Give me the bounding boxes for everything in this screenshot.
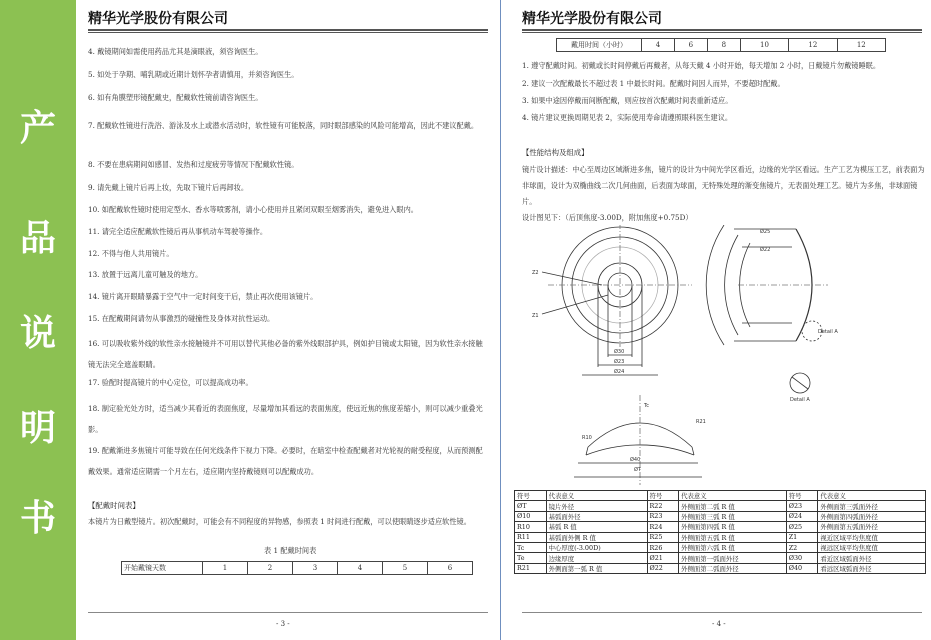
table-cell: 4 [338, 562, 383, 575]
table-cell: R22 [647, 501, 679, 511]
header-rule-thin [88, 32, 488, 33]
table-cell: 外侧面第二弧 R 值 [679, 501, 787, 511]
footer-rule [88, 612, 488, 613]
label-z1: Z1 [532, 313, 539, 319]
table-row [515, 501, 926, 511]
table-header: 代表意义 [546, 491, 647, 501]
section-text: 本镜片为日戴型镜片。初次配戴时，可能会有不同程度的异物感，参照表 1 时间进行配戴，可以使眼睛逐步适应软性镜。 [88, 517, 471, 526]
sidebar-char-4: 明 [19, 408, 56, 449]
wear-table-1 [121, 561, 473, 575]
table-cell: Ø30 [786, 553, 818, 563]
table-cell: Ø25 [786, 522, 818, 532]
table-cell: 外侧面第五弧 R 值 [679, 532, 787, 542]
table-cell: 外侧面第四弧面外径 [818, 511, 926, 521]
table-cell: R24 [647, 522, 679, 532]
header-rule-thin [522, 32, 922, 33]
label-d23: Ø23 [614, 359, 625, 365]
table-cell: Ø23 [786, 501, 818, 511]
list-item: 18. 制定验光处方时，适当减少其看近的表面焦度，尽量增加其看远的表面焦度，使远近焦的焦度差缩小，则可以减少重叠光影。 [88, 404, 483, 434]
list-item: 10. 如配戴软性镜时使用定型水、香水等喷雾剂，请小心使用并且紧闭双眼至烟雾消失，避免进入眼内。 [88, 205, 418, 214]
table-cell: 12 [789, 39, 837, 52]
table-cell: 视近区域平均焦度值 [818, 532, 926, 542]
table-cell: R11 [515, 532, 547, 542]
sidebar-char-1: 产 [19, 108, 56, 149]
table-cell: 外侧面第三弧面外径 [818, 501, 926, 511]
table-row [515, 542, 926, 552]
table-cell: R10 [515, 522, 547, 532]
table-cell: R21 [515, 563, 547, 573]
list-item: 15. 在配戴期间请勿从事激烈的碰撞性及身体对抗性运动。 [88, 314, 275, 323]
table-cell: 6 [428, 562, 473, 575]
page-divider [500, 0, 501, 640]
page-right [506, 0, 931, 640]
design-caption: 设计图见下：（后顶焦度-3.00D，附加焦度+0.75D） [522, 213, 693, 222]
table-cell: 看近区域弧面外径 [818, 553, 926, 563]
table-row [515, 553, 926, 563]
label-d24: Ø24 [614, 369, 625, 375]
table-caption: 表 1 配戴时间表 [264, 546, 317, 555]
table-cell: Z2 [786, 542, 818, 552]
page-left [76, 0, 496, 640]
list-item: 7. 配戴软性镜进行洗浴、游泳及水上或潜水活动时，软性镜有可能脱落，同时眼部感染的风险可能增高，因此不建议配戴。 [88, 121, 479, 130]
table-cell: 8 [707, 39, 740, 52]
label-d22: Ø22 [760, 247, 771, 253]
footer-rule [522, 612, 922, 613]
table-header: 符号 [647, 491, 679, 501]
table-header: 符号 [786, 491, 818, 501]
table-cell: Ø10 [515, 511, 547, 521]
table-cell: 外侧面第一弧面外径 [679, 553, 787, 563]
table-cell: R23 [647, 511, 679, 521]
table-cell: 看远区域弧面外径 [818, 563, 926, 573]
table-cell: 镜片外径 [546, 501, 647, 511]
page-number: - 4 - [712, 620, 726, 628]
sidebar-char-3: 说 [19, 313, 56, 354]
table-header: 戴用时间（小时） [557, 39, 642, 52]
table-cell: 外侧面第四弧 R 值 [679, 522, 787, 532]
table-cell: 外侧面第二弧面外径 [679, 563, 787, 573]
table-header: 代表意义 [679, 491, 787, 501]
list-item: 12. 不得与他人共用镜片。 [88, 249, 174, 258]
page-number: - 3 - [276, 620, 290, 628]
list-item: 11. 请完全适应配戴软性镜后再从事机动车驾驶等操作。 [88, 227, 268, 236]
header-rule [522, 29, 922, 31]
label-z2: Z2 [532, 270, 539, 276]
sidebar [0, 0, 76, 640]
table-row [122, 562, 473, 575]
table-row [515, 532, 926, 542]
section-text: 镜片设计描述：中心至周边区域渐进多焦，镜片的设计为中间光学区看近，边缘的光学区看远。生产工艺为模压工艺，前表面为非球面，设计为双椭曲线二次几何曲面，后表面为球面，无特殊处理的渐变焦镜片，无表面处理工艺。镜片为多焦，非球面镜片。 [522, 165, 925, 206]
table-cell: 边缘厚度 [546, 553, 647, 563]
note-item: 3. 如果中途因停戴而间断配戴，则应按首次配戴时间表重新适应。 [522, 96, 733, 105]
table-cell: 2 [248, 562, 293, 575]
table-row [515, 563, 926, 573]
company-title: 精华光学股份有限公司 [522, 11, 662, 27]
list-item: 6. 如有角膜塑形镜配戴史，配戴软性镜前请咨询医生。 [88, 93, 263, 102]
table-header: 代表意义 [818, 491, 926, 501]
table-row [515, 491, 926, 501]
table-cell: 4 [642, 39, 675, 52]
list-item: 9. 请先戴上镜片后再上妆，先取下镜片后再卸妆。 [88, 183, 249, 192]
table-cell: 12 [837, 39, 885, 52]
table-cell: 1 [203, 562, 248, 575]
list-item: 4. 戴镜期间如需使用药品尤其是滴眼液，须咨询医生。 [88, 47, 263, 56]
header-rule [88, 29, 488, 31]
table-cell: 外侧面第五弧面外径 [818, 522, 926, 532]
label-d40: Ø40 [630, 457, 641, 463]
note-item: 1. 遵守配戴时间。初戴或长时间停戴后再戴者，从每天戴 4 小时开始，每天增加 2 小时，日戴镜片勿戴镜睡眠。 [522, 61, 881, 70]
table-cell: Tc [515, 542, 547, 552]
company-title: 精华光学股份有限公司 [88, 11, 228, 27]
table-cell: Z1 [786, 532, 818, 542]
label-detail-a: Detail A [818, 329, 838, 335]
table-cell: 中心厚度(-3.00D) [546, 542, 647, 552]
section-view-arc [706, 225, 724, 345]
table-cell: Ø22 [647, 563, 679, 573]
table-cell: 基弧面外侧 R 值 [546, 532, 647, 542]
table-header: 开始戴镜天数 [122, 562, 203, 575]
wear-table-2 [556, 38, 886, 52]
table-cell: Ø24 [786, 511, 818, 521]
table-cell: R26 [647, 542, 679, 552]
table-header: 符号 [515, 491, 547, 501]
label-r10: R10 [582, 435, 592, 441]
label-detail-a-2: Detail A [790, 397, 810, 403]
table-row [515, 511, 926, 521]
label-d30: Ø30 [614, 349, 625, 355]
label-tc: Tc [644, 403, 649, 409]
list-item: 17. 验配时提高镜片的中心定位，可以提高成功率。 [88, 378, 253, 387]
list-item: 13. 放置于远离儿童可触及的地方。 [88, 270, 203, 279]
list-item: 19. 配戴渐进多焦镜片可能导致在任何光线条件下视力下降。必要时，在暗室中检查配戴者对光轮视的耐受程度，从而预测配戴效果。通常适应期需一个月左右，适应期内坚持戴镜则可以配戴成功。 [88, 446, 483, 476]
sidebar-char-5: 书 [19, 498, 56, 539]
section-title: 【配戴时间表】 [88, 501, 140, 510]
table-cell: 外侧面第六弧 R 值 [679, 542, 787, 552]
table-cell: 视远区域平均焦度值 [818, 542, 926, 552]
sidebar-char-2: 品 [19, 218, 56, 259]
table-cell: 6 [674, 39, 707, 52]
list-item: 14. 镜片离开眼睛暴露于空气中一定时间变干后，禁止再次使用该镜片。 [88, 292, 318, 301]
table-cell: 基弧 R 值 [546, 522, 647, 532]
table-row [557, 39, 886, 52]
table-cell: 5 [383, 562, 428, 575]
lens-design-drawing [528, 225, 928, 487]
table-cell: Ø21 [647, 553, 679, 563]
note-item: 4. 镜片建议更换周期见表 2，实际使用寿命请遵照眼科医生建议。 [522, 113, 733, 122]
table-cell: 3 [293, 562, 338, 575]
label-dt: ØT [634, 467, 641, 473]
label-d25: Ø25 [760, 229, 771, 235]
table-cell: Te [515, 553, 547, 563]
table-row [515, 522, 926, 532]
table-cell: 10 [740, 39, 788, 52]
list-item: 16. 可以吸收紫外线的软性亲水接触镜并不可用以替代其他必备的紫外线眼部护具，例如护目镜或太阳镜，因为软性亲水接触镜无法完全遮盖眼睛。 [88, 339, 483, 369]
label-r21: R21 [696, 419, 706, 425]
table-cell: ØT [515, 501, 547, 511]
table-cell: Ø40 [786, 563, 818, 573]
table-cell: R25 [647, 532, 679, 542]
list-item: 8. 不要在患病期间如感冒、发热和过度疲劳等情况下配戴软性镜。 [88, 160, 299, 169]
table-cell: 基弧面外径 [546, 511, 647, 521]
note-item: 2. 建议一次配戴最长不超过表 1 中最长时间。配戴时间因人而异，不要超时配戴。 [522, 79, 785, 88]
section-title: 【性能结构及组成】 [522, 148, 589, 157]
table-cell: 外侧面第一弧 R 值 [546, 563, 647, 573]
table-cell: 外侧面第三弧 R 值 [679, 511, 787, 521]
list-item: 5. 如处于孕期、哺乳期或近期计划怀孕者请慎用，并须咨询医生。 [88, 70, 299, 79]
symbol-table [514, 490, 926, 574]
